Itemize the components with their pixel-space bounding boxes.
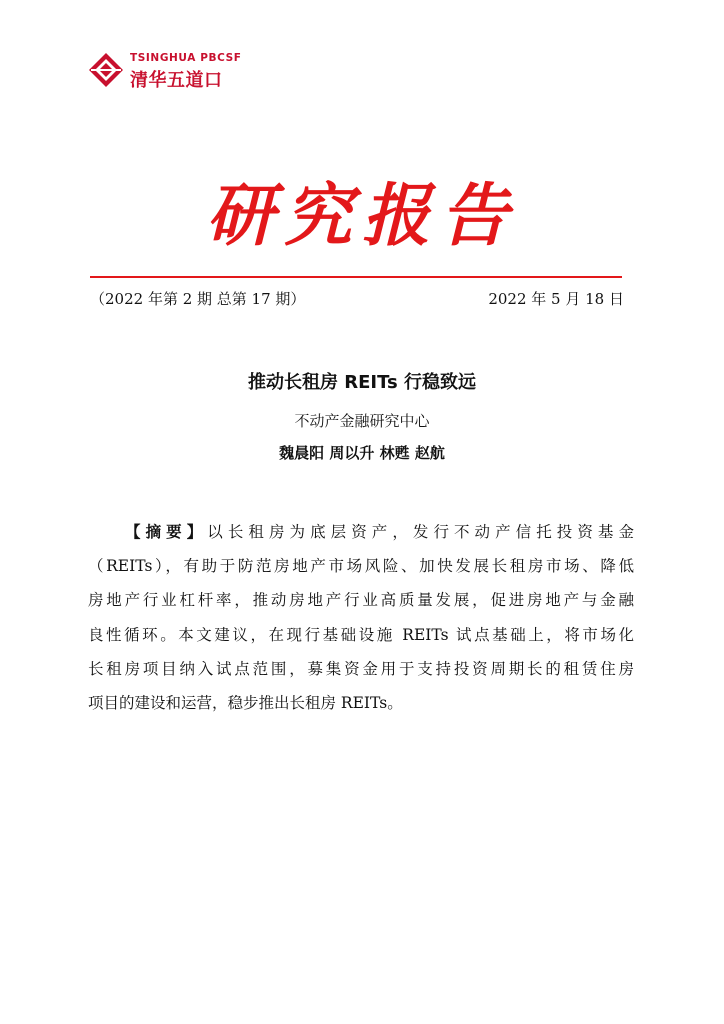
publish-date: 2022 年 5 月 18 日 — [488, 290, 624, 308]
abstract-line: （REITs），有助于防范房地产市场风险、加快发展长租房市场、降低 — [88, 557, 634, 576]
department: 不动产金融研究中心 — [294, 412, 430, 430]
pbcsf-emblem-icon — [88, 52, 124, 88]
report-title: 研究报告 — [205, 176, 518, 256]
authors: 魏晨阳 周以升 林甦 赵航 — [279, 444, 445, 462]
article-title: 推动长租房 REITs 行稳致远 — [248, 372, 476, 393]
abstract-label: 【摘要】 — [120, 523, 208, 541]
abstract-line: 良性循环。本文建议，在现行基础设施 REITs 试点基础上，将市场化 — [88, 625, 634, 644]
abstract-line: 长租房项目纳入试点范围，募集资金用于支持投资周期长的租赁住房 — [88, 659, 634, 678]
header-divider — [90, 276, 622, 278]
abstract — [88, 515, 634, 720]
logo-text-cn: 清华五道口 — [130, 70, 223, 91]
issue-number: （2022 年第 2 期 总第 17 期） — [90, 290, 306, 308]
abstract-line: 项目的建设和运营，稳步推出长租房 REITs。 — [88, 694, 403, 713]
logo-text-en: TSINGHUA PBCSF — [130, 52, 242, 64]
abstract-line: 房地产行业杠杆率，推动房地产行业高质量发展，促进房地产与金融 — [88, 591, 634, 610]
abstract-line: 【摘要】以长租房为底层资产，发行不动产信托投资基金 — [120, 523, 634, 541]
